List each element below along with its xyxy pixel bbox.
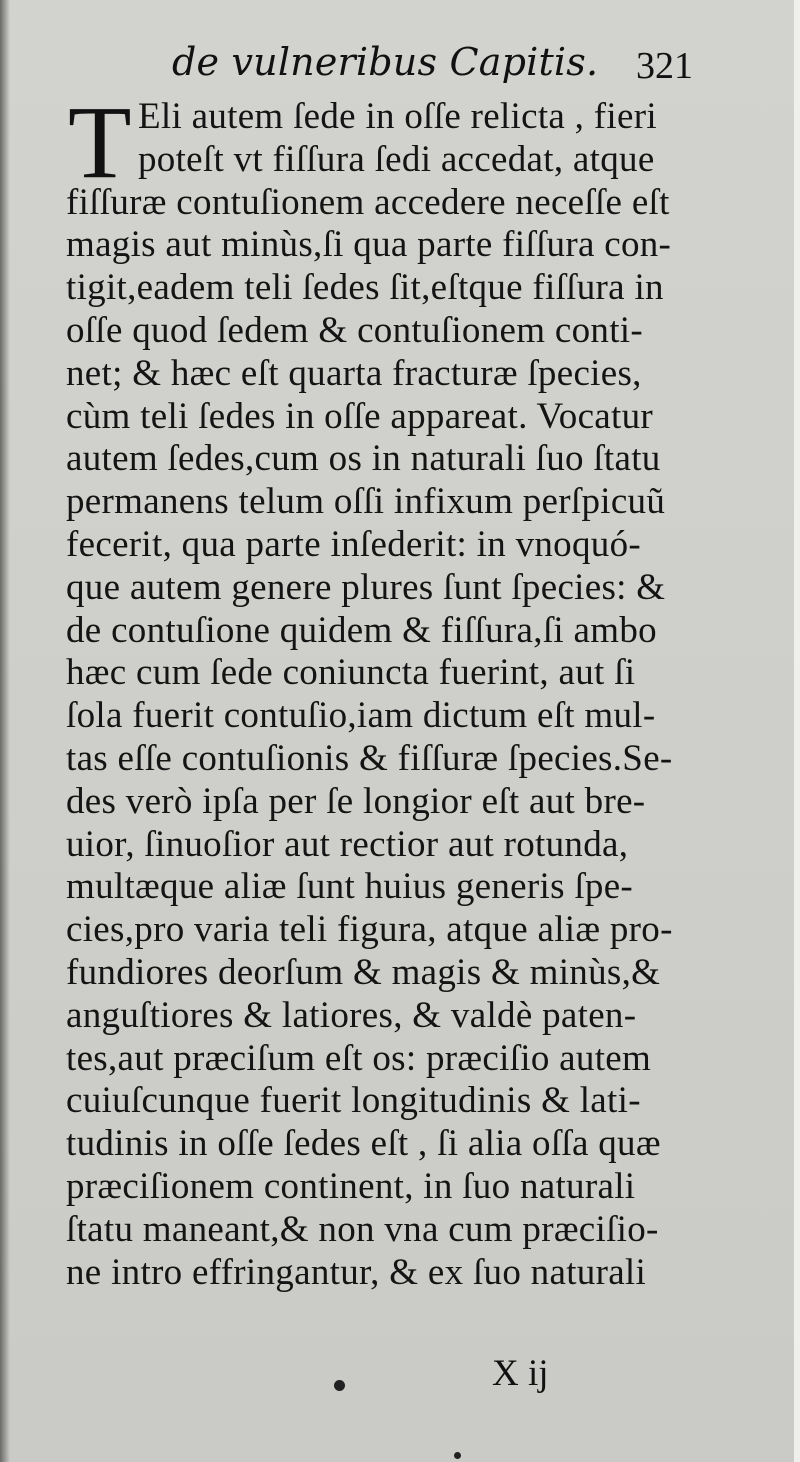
text-line: que autem genere plures ſunt ſpecies: & (66, 566, 666, 608)
page-edge (794, 0, 800, 1462)
text-line: fecerit, qua parte inſederit: in vnoquó- (66, 523, 642, 565)
text-line: hæc cum ſede coniuncta fuerint, aut ſi (66, 652, 636, 694)
page-number: 321 (636, 45, 693, 87)
text-line: multæque aliæ ſunt huius generis ſpe- (66, 866, 634, 908)
text-line: tudinis in oſſe ſedes eſt , ſi alia oſſa quæ (66, 1123, 661, 1165)
text-line: ſtatu maneant,& non vna cum præciſio- (66, 1208, 659, 1250)
text-line: ne intro effringantur, & ex ſuo naturali (66, 1251, 647, 1293)
ink-dot (454, 1452, 461, 1459)
text-line: ſola fuerit contuſio,iam dictum eſt mul- (66, 695, 656, 737)
text-line: fiſſuræ contuſionem accedere neceſſe eſt (66, 181, 670, 223)
ink-dot (334, 1380, 345, 1391)
signature-mark: X ij (492, 1353, 549, 1394)
text-line: magis aut minùs,ſi qua parte fiſſura con- (66, 224, 672, 266)
text-line: tigit,eadem teli ſedes ſit,eſtque fiſſura in (66, 267, 664, 309)
text-line: anguſtiores & latiores, & valdè paten- (66, 994, 637, 1036)
text-line: cùm teli ſedes in oſſe appareat. Vocatur (66, 395, 654, 437)
text-line: præciſionem continent, in ſuo naturali (66, 1165, 636, 1207)
text-line: uior, ſinuoſior aut rectior aut rotunda, (66, 823, 629, 865)
running-title: de vulneribus Capitis. (172, 40, 599, 84)
text-line: fundiores deorſum & magis & minùs,& (66, 951, 661, 993)
drop-cap: T (68, 85, 132, 200)
binding-shadow (0, 0, 10, 1462)
text-line: autem ſedes,cum os in naturali ſuo ſtatu (66, 438, 661, 480)
text-line: poteſt vt fiſſura ſedi accedat, atque (138, 138, 655, 180)
text-line: tas eſſe contuſionis & fiſſuræ ſpecies.Se- (66, 737, 673, 779)
body-text (66, 85, 726, 1294)
text-line: des verò ipſa per ſe longior eſt aut bre- (66, 780, 646, 822)
text-line: oſſe quod ſedem & contuſionem conti- (66, 309, 643, 351)
text-line: cies,pro varia teli figura, atque aliæ pro- (66, 909, 673, 951)
text-line: permanens telum oſſi infixum perſpicuũ (66, 481, 666, 523)
text-line: Eli autem ſede in oſſe relicta , fieri (138, 96, 657, 137)
text-line: de contuſione quidem & fiſſura,ſi ambo (66, 609, 657, 651)
text-line: net; & hæc eſt quarta fracturæ ſpecies, (66, 352, 642, 394)
text-line: cuiuſcunque fuerit longitudinis & lati- (66, 1080, 641, 1122)
text-line: tes,aut præciſum eſt os: præciſio autem (66, 1037, 652, 1079)
